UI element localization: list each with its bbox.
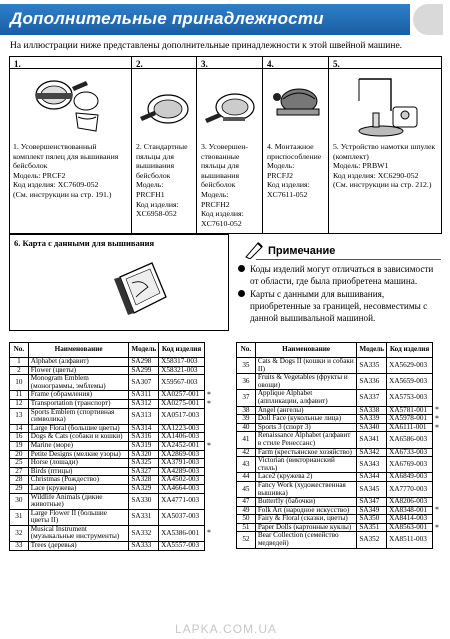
cell-model: SA311 bbox=[129, 391, 159, 400]
cell-no: 12 bbox=[10, 399, 29, 408]
cell-no: 1 bbox=[10, 358, 29, 367]
cell-name: Large Floral (большие цветы) bbox=[28, 424, 129, 433]
intro-text: На иллюстрации ниже представлены дополнительные принадлежности к этой швейной машине. bbox=[10, 41, 403, 51]
cell-model: SA340 bbox=[357, 423, 387, 432]
cell-name: Victorian (викторианский стиль) bbox=[255, 457, 357, 473]
cell-no: 32 bbox=[10, 525, 29, 541]
accessory-number: 2. bbox=[136, 59, 143, 69]
cell-name: Petite Designs (мелкие узоры) bbox=[28, 450, 129, 459]
cell-model: SA319 bbox=[129, 441, 159, 450]
cell-name: Cats & Dogs II (кошки и собаки II) bbox=[255, 358, 357, 374]
chapter-tab bbox=[413, 4, 443, 35]
cell-code: XA4502-003 bbox=[159, 476, 205, 485]
cell-name: Fancy Work (художественная вышивка) bbox=[255, 481, 357, 497]
cell-no: 30 bbox=[10, 493, 29, 509]
cell-no: 19 bbox=[10, 441, 29, 450]
cell-name: Fairy & Floral (сказки, цветы) bbox=[255, 515, 357, 524]
cell-code: XA0517-003 bbox=[159, 408, 205, 424]
cell-code: XA0257-001 bbox=[159, 391, 205, 400]
cell-code: XA8348-001 bbox=[387, 506, 433, 515]
cell-no: 29 bbox=[10, 484, 29, 493]
table-row bbox=[10, 441, 205, 450]
cell-model: SA329 bbox=[129, 484, 159, 493]
table-row bbox=[10, 399, 205, 408]
cell-code: XA5557-003 bbox=[159, 542, 205, 551]
cell-name: Fruits & Vegetables (фрукты и овощи) bbox=[255, 374, 357, 390]
cell-code: X58317-003 bbox=[159, 358, 205, 367]
cell-code: XA5386-001 bbox=[159, 525, 205, 541]
cell-model: SA337 bbox=[357, 390, 387, 406]
cell-name: Applique Alphabet (аппликации, алфавит) bbox=[255, 390, 357, 406]
cell-no: 20 bbox=[10, 450, 29, 459]
table-row bbox=[10, 375, 205, 391]
cell-name: Lace (кружева) bbox=[28, 484, 129, 493]
cell-model: SA335 bbox=[357, 358, 387, 374]
accessory-description: 4. Монтажное приспособление Модель: PRCFJ2 Код изделия: XC7611-052 bbox=[267, 142, 322, 199]
accessory-cell-1 bbox=[10, 57, 132, 233]
table-row bbox=[10, 484, 205, 493]
table-header-row bbox=[237, 343, 433, 358]
table-row bbox=[10, 459, 205, 468]
note-title: Примечание bbox=[268, 245, 336, 257]
cell-no: 28 bbox=[10, 476, 29, 485]
accessory-number: 3. bbox=[201, 59, 208, 69]
accessory-description: 1. Усовершенствованный комплект пялец для вышивания бейсболок Модель: PRCF2 Код изделия: XC7609-052 (См. инструкции на стр. 191.) bbox=[13, 142, 119, 199]
cell-no: 25 bbox=[10, 459, 29, 468]
cell-no: 43 bbox=[237, 457, 256, 473]
pencil-note-icon bbox=[244, 241, 266, 259]
col-no: No. bbox=[10, 343, 29, 358]
cell-no: 27 bbox=[10, 467, 29, 476]
cell-name: Marine (море) bbox=[28, 441, 129, 450]
accessory-number: 1. bbox=[14, 59, 21, 69]
accessory-description: 2. Стандартные пяльцы для вышивания бейсболок Модель: PRCFH1 Код изделия: XC6958-052 bbox=[136, 142, 188, 219]
cell-name: Doll Face (кукольные лица) bbox=[255, 415, 357, 424]
cell-name: Flower (цветы) bbox=[28, 366, 129, 375]
accessory-description: 3. Усовершен- ствованные пяльцы для вышивания бейсболок Модель: PRCFH2 Код изделия: XC7610-052 bbox=[201, 142, 248, 228]
cell-model: SA339 bbox=[357, 415, 387, 424]
cap-frame-image bbox=[138, 87, 193, 132]
table-row bbox=[10, 509, 205, 525]
table-row bbox=[10, 542, 205, 551]
cell-no: 35 bbox=[237, 358, 256, 374]
table-header-row bbox=[10, 343, 205, 358]
table-row bbox=[237, 457, 433, 473]
table-row bbox=[237, 415, 433, 424]
accessory-description: 5. Устройство намотки шпулек (комплект) Модель: PRBW1 Код изделия: XC6290-052 (См. инструкции на стр. 212.) bbox=[333, 142, 436, 190]
cell-code: XA4771-003 bbox=[159, 493, 205, 509]
asterisk-mark: * bbox=[435, 522, 439, 532]
table-row bbox=[10, 358, 205, 367]
cell-name: Bear Collection (семейство медведей) bbox=[255, 532, 357, 548]
cell-no: 31 bbox=[10, 509, 29, 525]
table-row bbox=[237, 390, 433, 406]
col-model: Модель bbox=[129, 343, 159, 358]
cell-model: SA342 bbox=[357, 448, 387, 457]
cell-name: Musical Instrument (музыкальные инструменты) bbox=[28, 525, 129, 541]
cell-name: Paper Dolls (картонные куклы) bbox=[255, 523, 357, 532]
cell-model: SA313 bbox=[129, 408, 159, 424]
cell-model: SA347 bbox=[357, 498, 387, 507]
cell-model: SA298 bbox=[129, 358, 159, 367]
cell-name: Angel (ангелы) bbox=[255, 406, 357, 415]
page-title: Дополнительные принадлежности bbox=[10, 9, 324, 28]
advanced-cap-frame-image bbox=[203, 87, 258, 132]
cell-divider bbox=[132, 68, 196, 69]
cell-model: SA312 bbox=[129, 399, 159, 408]
asterisk-mark: * bbox=[207, 390, 211, 400]
cell-code: XA6769-003 bbox=[387, 457, 433, 473]
cell-no: 51 bbox=[237, 523, 256, 532]
cell-model: SA328 bbox=[129, 476, 159, 485]
table-row bbox=[10, 525, 205, 541]
table-row bbox=[237, 432, 433, 448]
cell-model: SA338 bbox=[357, 406, 387, 415]
cell-code: XA5978-001 bbox=[387, 415, 433, 424]
accessory-number: 5. bbox=[333, 59, 340, 69]
cell-model: SA345 bbox=[357, 481, 387, 497]
note-underline bbox=[256, 259, 441, 260]
cell-no: 36 bbox=[237, 374, 256, 390]
cell-name: Frame (обрамления) bbox=[28, 391, 129, 400]
cell-model: SA350 bbox=[357, 515, 387, 524]
cell-model: SA341 bbox=[357, 432, 387, 448]
cell-code: XA8414-003 bbox=[387, 515, 433, 524]
note-item: Карты с данными для вышивания, приобретенные за границей, несовместимы с данной вышивальной машиной. bbox=[250, 288, 427, 324]
cell-name: Wildlife Animals (дикие животные) bbox=[28, 493, 129, 509]
cell-name: Birds (птицы) bbox=[28, 467, 129, 476]
cell-no: 49 bbox=[237, 506, 256, 515]
cell-code: XA5781-001 bbox=[387, 406, 433, 415]
table-row bbox=[10, 408, 205, 424]
cell-name: Alphabet (алфавит) bbox=[28, 358, 129, 367]
table-row bbox=[237, 358, 433, 374]
accessory-number: 4. bbox=[267, 59, 274, 69]
cell-code: XA5037-003 bbox=[159, 509, 205, 525]
cell-model: SA320 bbox=[129, 450, 159, 459]
cell-code: XA8563-001 bbox=[387, 523, 433, 532]
cell-code: XA0275-001 bbox=[159, 399, 205, 408]
cell-model: SA344 bbox=[357, 473, 387, 482]
cell-model: SA314 bbox=[129, 424, 159, 433]
cell-code: XA6849-003 bbox=[387, 473, 433, 482]
card-table-right bbox=[236, 342, 433, 549]
cap-frame-kit-image bbox=[28, 73, 113, 135]
cell-code: XA6733-003 bbox=[387, 448, 433, 457]
cell-code: XA3791-003 bbox=[159, 459, 205, 468]
cell-no: 14 bbox=[10, 424, 29, 433]
cell-name: Dogs & Cats (собаки и кошки) bbox=[28, 433, 129, 442]
cell-model: SA351 bbox=[357, 523, 387, 532]
cell-no: 16 bbox=[10, 433, 29, 442]
embroidery-card-image bbox=[110, 249, 170, 319]
cell-divider bbox=[329, 68, 441, 69]
cell-no: 41 bbox=[237, 432, 256, 448]
cell-no: 50 bbox=[237, 515, 256, 524]
cell-divider bbox=[10, 68, 131, 69]
cell-model: SA331 bbox=[129, 509, 159, 525]
col-code: Код изделия bbox=[387, 343, 433, 358]
cell-code: XA2452-001 bbox=[159, 441, 205, 450]
cell-code: X59567-003 bbox=[159, 375, 205, 391]
cell-no: 40 bbox=[237, 423, 256, 432]
cell-no: 45 bbox=[237, 481, 256, 497]
cell-no: 42 bbox=[237, 448, 256, 457]
cell-no: 13 bbox=[10, 408, 29, 424]
cell-model: SA343 bbox=[357, 457, 387, 473]
cell-model: SA330 bbox=[129, 493, 159, 509]
cell-no: 38 bbox=[237, 406, 256, 415]
cell-name: Lace2 (кружева 2) bbox=[255, 473, 357, 482]
col-code: Код изделия bbox=[159, 343, 205, 358]
cell-model: SA325 bbox=[129, 459, 159, 468]
cell-code: XA6111-001 bbox=[387, 423, 433, 432]
watermark: LAPKA.COM.UA bbox=[175, 622, 278, 636]
cell-name: Horse (лошади) bbox=[28, 459, 129, 468]
cell-no: 10 bbox=[10, 375, 29, 391]
cell-no: 39 bbox=[237, 415, 256, 424]
cell-model: SA352 bbox=[357, 532, 387, 548]
cell-no: 47 bbox=[237, 498, 256, 507]
cell-code: XA5753-003 bbox=[387, 390, 433, 406]
cell-no: 52 bbox=[237, 532, 256, 548]
asterisk-mark: * bbox=[207, 398, 211, 408]
mounting-jig-image bbox=[269, 83, 324, 123]
cell-name: Transportation (транспорт) bbox=[28, 399, 129, 408]
cell-model: SA316 bbox=[129, 433, 159, 442]
page-header bbox=[0, 0, 450, 40]
col-model: Модель bbox=[357, 343, 387, 358]
accessory-cell-2 bbox=[132, 57, 197, 233]
accessory-cell-4 bbox=[263, 57, 329, 233]
cell-name: Large Flower II (большие цветы II) bbox=[28, 509, 129, 525]
table-row bbox=[10, 493, 205, 509]
cell-name: Butterfly (бабочки) bbox=[255, 498, 357, 507]
cell-code: XA7770-003 bbox=[387, 481, 433, 497]
cell-model: SA327 bbox=[129, 467, 159, 476]
cell-no: 2 bbox=[10, 366, 29, 375]
cell-name: Trees (деревья) bbox=[28, 542, 129, 551]
cell-code: XA2869-003 bbox=[159, 450, 205, 459]
cell-no: 44 bbox=[237, 473, 256, 482]
cell-model: SA332 bbox=[129, 525, 159, 541]
cell-code: XA8206-003 bbox=[387, 498, 433, 507]
col-no: No. bbox=[237, 343, 256, 358]
embroidery-card-box bbox=[9, 234, 229, 331]
cell-code: XA8511-003 bbox=[387, 532, 433, 548]
cell-name: Renaissance Alphabet (алфавит в стиле Ренессанс) bbox=[255, 432, 357, 448]
col-name: Наименование bbox=[255, 343, 357, 358]
cell-divider bbox=[263, 68, 328, 69]
cell-code: XA1223-003 bbox=[159, 424, 205, 433]
cell-name: Monogram Emblem (монограммы, эмблемы) bbox=[28, 375, 129, 391]
cell-code: XA1406-003 bbox=[159, 433, 205, 442]
cell-code: XA5629-003 bbox=[387, 358, 433, 374]
asterisk-mark: * bbox=[207, 528, 211, 538]
accessory-cell-5 bbox=[329, 57, 441, 233]
bullet-icon bbox=[238, 290, 245, 297]
card-table-left bbox=[9, 342, 205, 551]
cell-model: SA336 bbox=[357, 374, 387, 390]
cell-divider bbox=[197, 68, 262, 69]
cell-no: 11 bbox=[10, 391, 29, 400]
note-item: Коды изделий могут отличаться в зависимости от области, где была приобретена машина. bbox=[250, 263, 433, 287]
cell-name: Christmas (Рождество) bbox=[28, 476, 129, 485]
cell-name: Sports 3 (спорт 3) bbox=[255, 423, 357, 432]
cell-no: 37 bbox=[237, 390, 256, 406]
cell-model: SA307 bbox=[129, 375, 159, 391]
cell-code: XA5659-003 bbox=[387, 374, 433, 390]
asterisk-mark: * bbox=[207, 440, 211, 450]
accessories-table bbox=[9, 56, 442, 234]
asterisk-mark: * bbox=[435, 505, 439, 515]
asterisk-mark: * bbox=[435, 405, 439, 415]
cell-name: Sports Emblem (спортивная символика) bbox=[28, 408, 129, 424]
cell-name: Folk Art (народное искусство) bbox=[255, 506, 357, 515]
cell-model: SA349 bbox=[357, 506, 387, 515]
cell-code: XA4664-003 bbox=[159, 484, 205, 493]
cell-no: 33 bbox=[10, 542, 29, 551]
asterisk-mark: * bbox=[435, 422, 439, 432]
cell-code: X58321-003 bbox=[159, 366, 205, 375]
table-row bbox=[237, 481, 433, 497]
accessory-cell-3 bbox=[197, 57, 263, 233]
cell-code: XA4289-003 bbox=[159, 467, 205, 476]
bullet-icon bbox=[238, 265, 245, 272]
cell-code: XA6586-003 bbox=[387, 432, 433, 448]
cell-name: Farm (крестьянское хозяйство) bbox=[255, 448, 357, 457]
asterisk-mark: * bbox=[435, 413, 439, 423]
cell-model: SA299 bbox=[129, 366, 159, 375]
col-name: Наименование bbox=[28, 343, 129, 358]
table-row bbox=[237, 374, 433, 390]
card-title: 6. Карта с данными для вышивания bbox=[14, 238, 155, 248]
table-row bbox=[237, 498, 433, 507]
bobbin-winder-image bbox=[351, 71, 426, 139]
cell-model: SA333 bbox=[129, 542, 159, 551]
table-row bbox=[237, 532, 433, 548]
